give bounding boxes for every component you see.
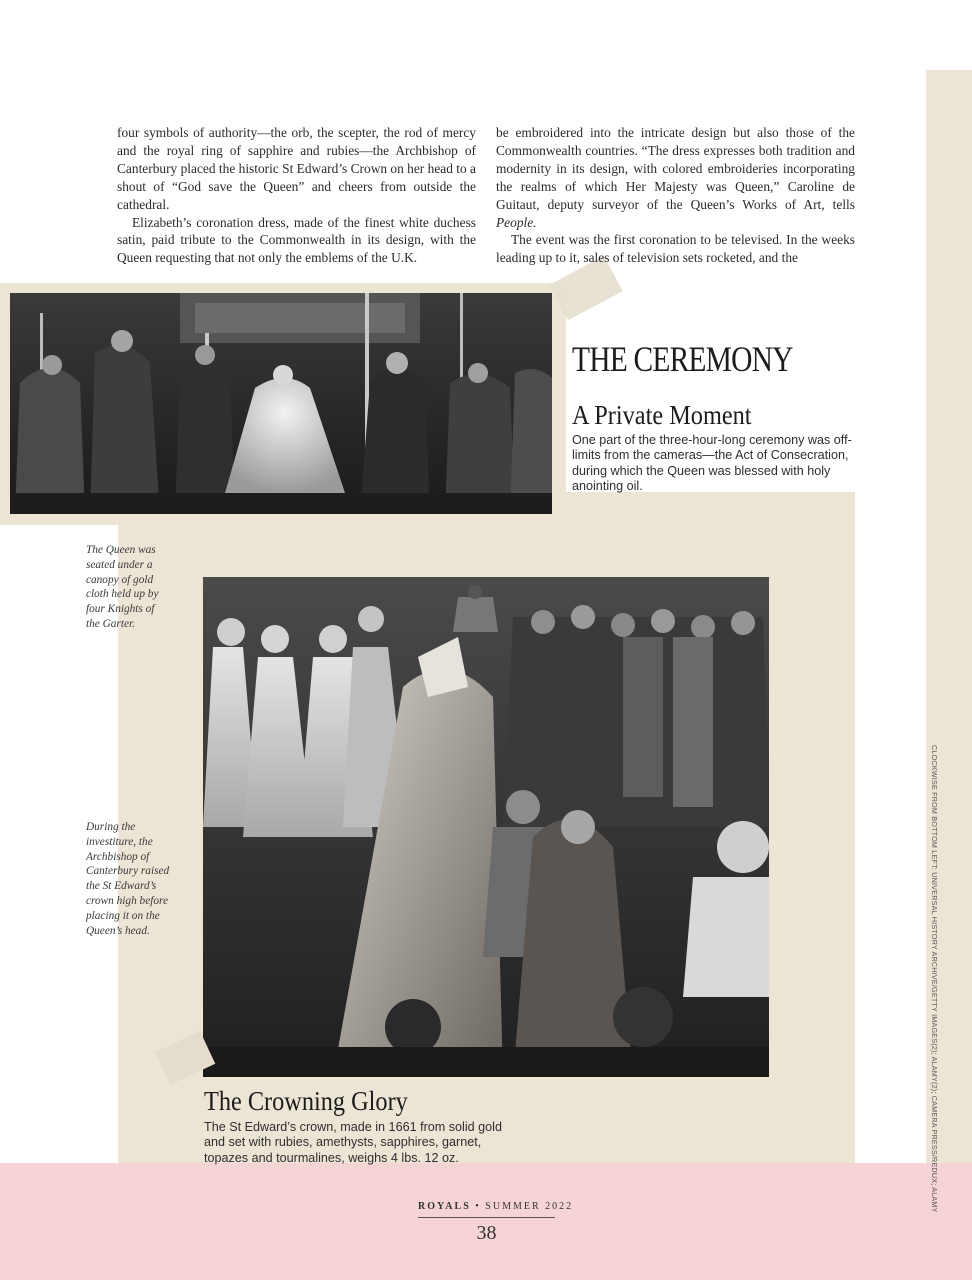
body-paragraph: The event was the first coronation to be televised. In the weeks leading up to it, sales of television sets rocketed, and the	[496, 232, 855, 266]
body-paragraph: four symbols of authority—the orb, the scepter, the rod of mercy and the royal ring of sapphire and rubies—the Archbishop of Canterbury placed the historic St Edward’s Crown on her head to a shout of “God save the Queen” and cheers from outside the cathedral.	[117, 125, 476, 212]
publication-name: People.	[496, 214, 537, 230]
crowning-glory-description: The St Edward’s crown, made in 1661 from solid gold and set with rubies, amethysts, sapphires, garnet, topazes and tourmalines, weighs 4 lbs. 12 oz.	[204, 1120, 502, 1165]
caption-investiture: During the investiture, the Archbishop of Canterbury raised the St Edward’s crown high before placing it on the Queen’s head.	[86, 821, 170, 937]
issue-label: SUMMER 2022	[485, 1201, 574, 1212]
body-paragraph: Elizabeth’s coronation dress, made of the finest white duchess satin, paid tribute to the Commonwealth in its design, with the Queen requesting that not only the emblems of the U.K.	[117, 214, 476, 266]
body-text: be embroidered into the intricate design but also those of the Commonwealth countries. “The dress expresses both tradition and modernity in its design, with colored embroideries incorporating the realms of which Her Majesty was Queen,” Caroline de Guitaut, deputy surveyor of the Queen’s Works of Art, tells	[496, 125, 855, 212]
magazine-name: ROYALS	[418, 1201, 471, 1212]
footer-separator: •	[475, 1201, 481, 1212]
photo-crowning	[203, 577, 769, 1077]
body-paragraph	[496, 124, 855, 231]
photo-queen-under-canopy	[10, 293, 552, 514]
body-column-1	[117, 124, 476, 267]
caption-canopy: The Queen was seated under a canopy of gold cloth held up by four Knights of the Garter.	[86, 544, 159, 630]
private-moment-heading: A Private Moment	[572, 400, 752, 430]
footer-masthead	[418, 1201, 574, 1212]
photo-credit: CLOCKWISE FROM BOTTOM LEFT: UNIVERSAL HISTORY ARCHIVE/GETTY IMAGES(2); ALAMY(2); CAMERA PRESS/REDUX; ALAMY	[930, 745, 939, 1213]
private-moment-description: One part of the three-hour-long ceremony was off-limits from the cameras—the Act of Consecration, during which the Queen was blessed with holy anointing oil.	[572, 433, 852, 493]
footer-rule	[418, 1217, 555, 1218]
page-number: 38	[476, 1222, 497, 1244]
section-title: THE CEREMONY	[572, 339, 793, 379]
crowning-glory-heading: The Crowning Glory	[204, 1086, 408, 1116]
body-column-2	[496, 124, 855, 267]
